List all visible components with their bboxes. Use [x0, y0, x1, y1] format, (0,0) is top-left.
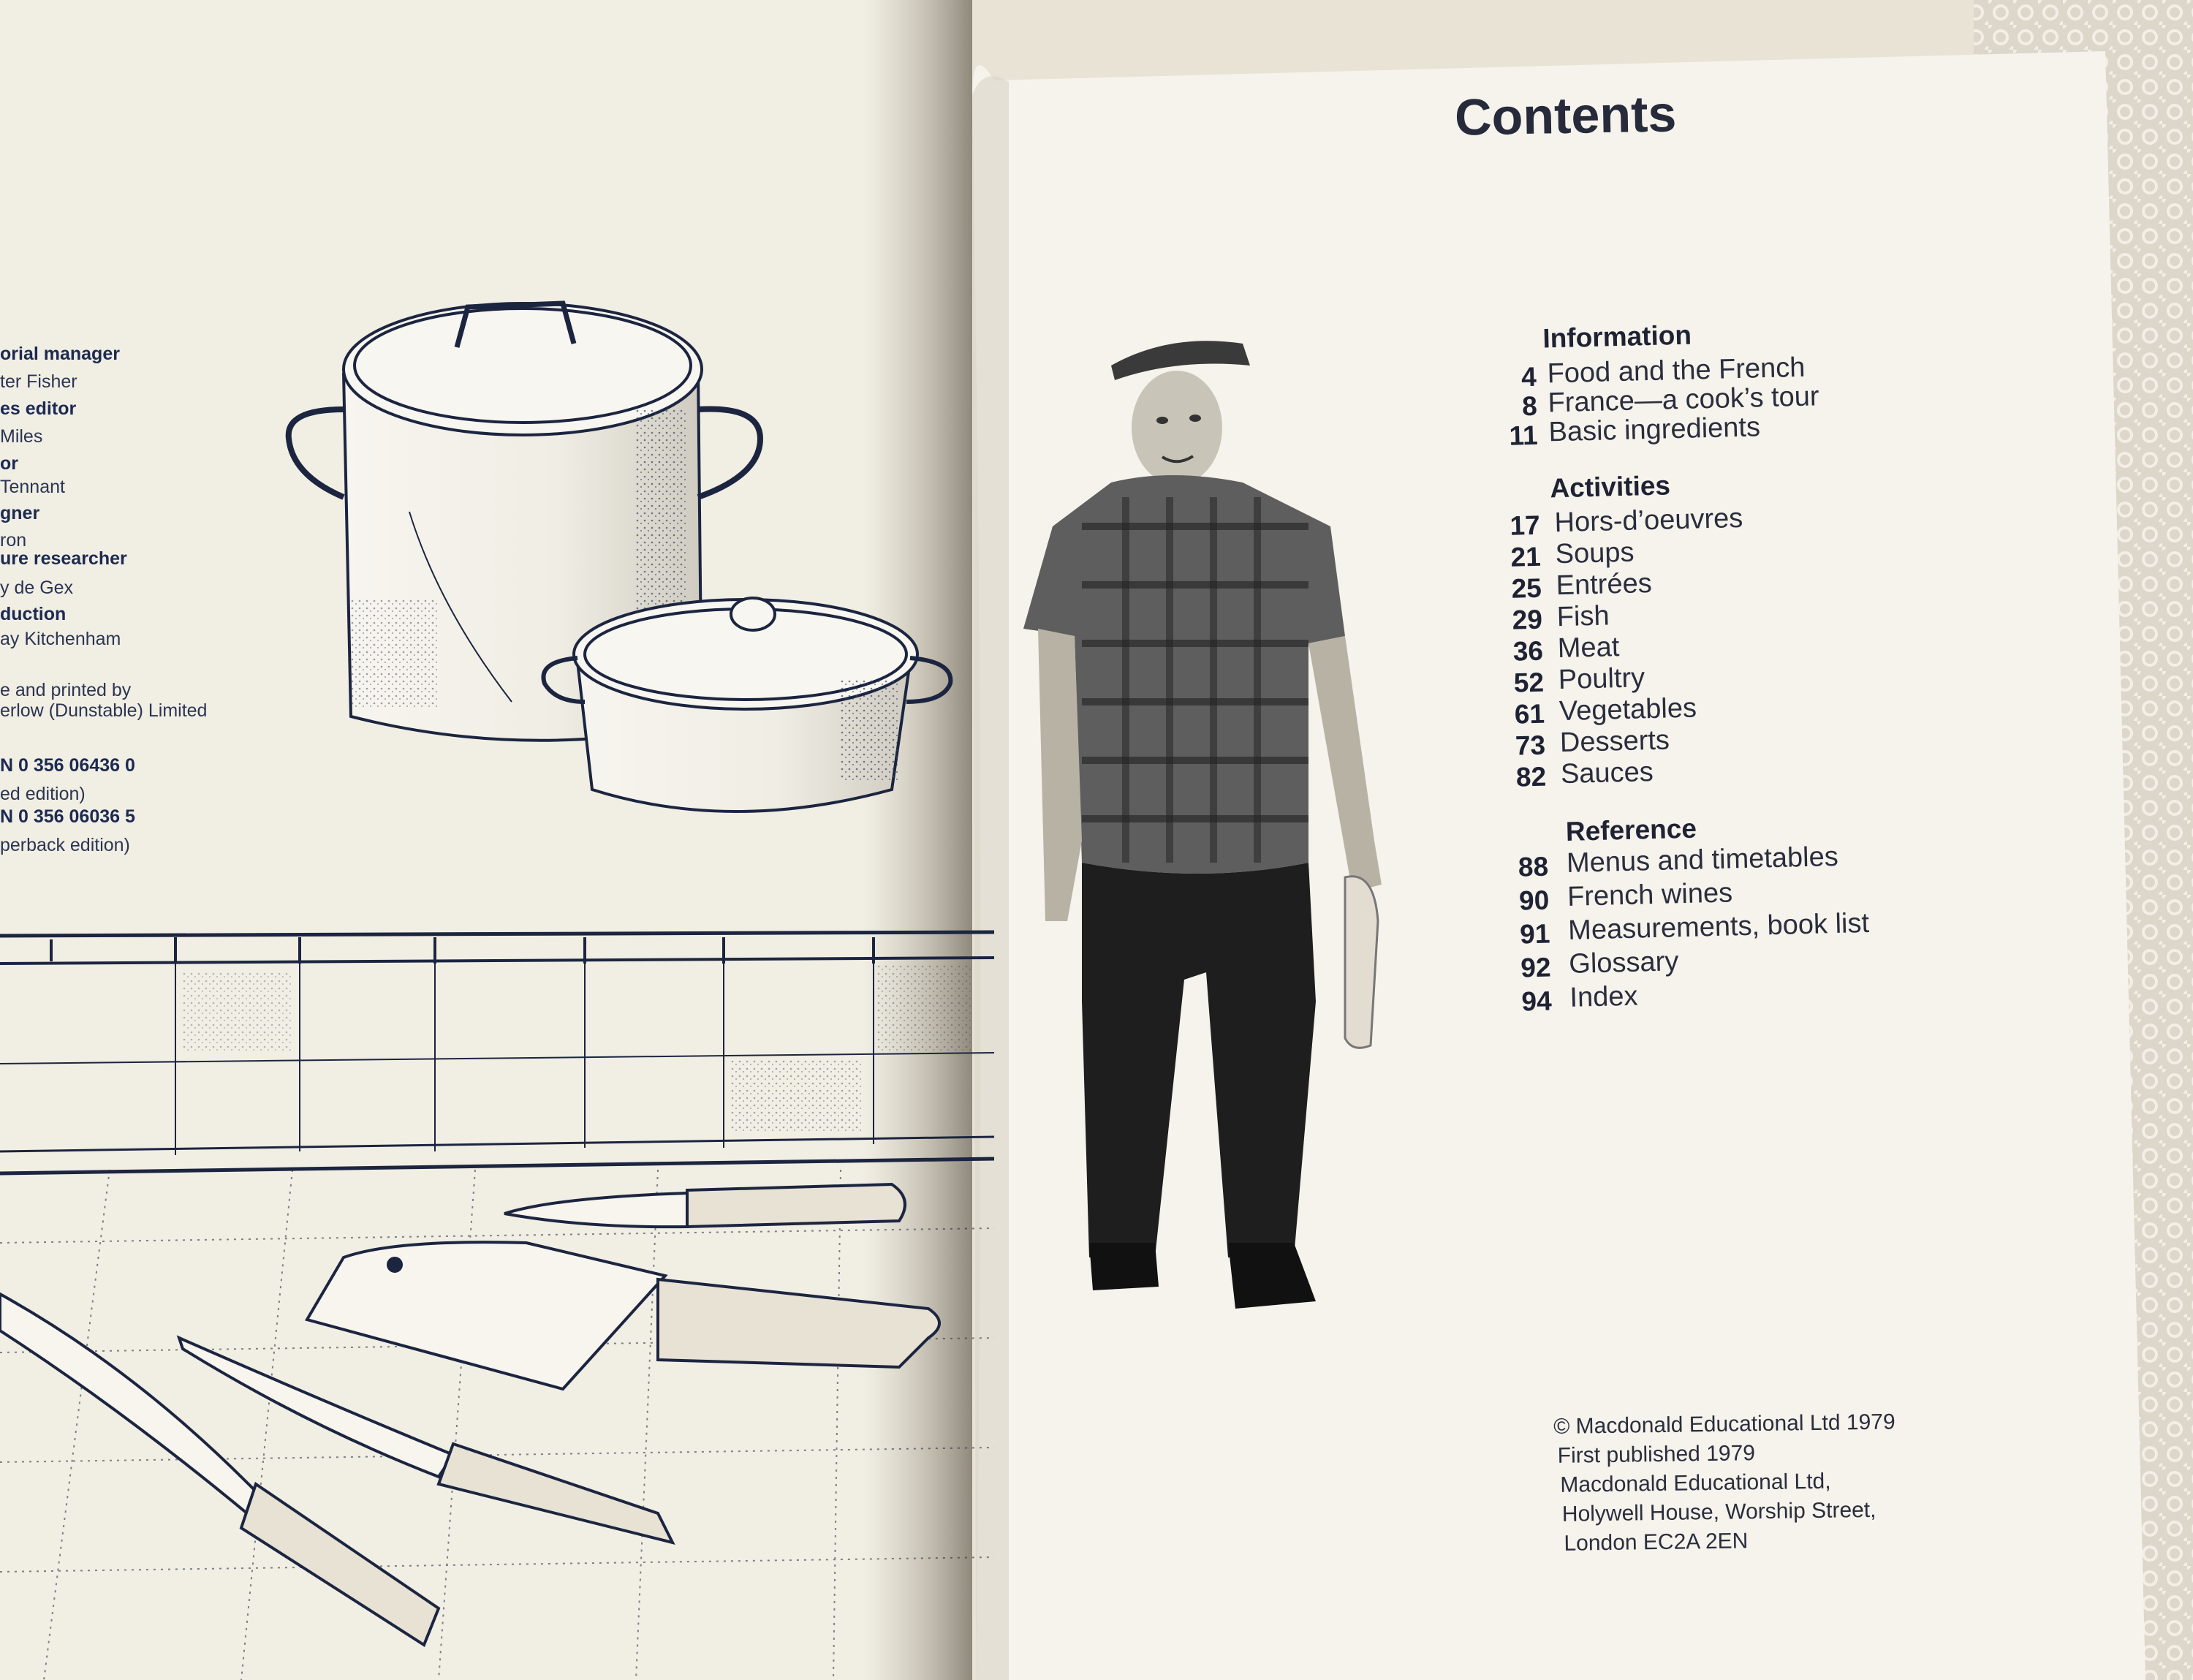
contents-entry: Measurements, book list: [1567, 907, 1870, 946]
contents-entry: Menus and timetables: [1566, 841, 1839, 879]
credit-heading: es editor: [0, 398, 77, 419]
contents-entry: Vegetables: [1558, 692, 1697, 727]
copyright-line: Macdonald Educational Ltd,: [1560, 1469, 1831, 1497]
page-number: 11: [1509, 420, 1539, 451]
page-number: 17: [1510, 510, 1541, 541]
contents-entry: Food and the French: [1547, 352, 1806, 390]
page-title: Contents: [1454, 85, 1677, 146]
section-heading-reference: Reference: [1565, 813, 1697, 847]
credit-name: ron: [0, 530, 27, 550]
credit-name: ay Kitchenham: [0, 629, 121, 649]
contents-entry: Glossary: [1568, 946, 1679, 980]
page-number: 88: [1518, 851, 1549, 882]
page-number: 25: [1511, 572, 1542, 604]
credit-name: ter Fisher: [0, 371, 77, 392]
page-number: 4: [1520, 361, 1537, 393]
contents-entry: Sauces: [1560, 757, 1654, 790]
page-number: 21: [1510, 541, 1542, 572]
isbn-edition: ed edition): [0, 784, 86, 804]
page-number: 36: [1512, 635, 1544, 667]
copyright-line: London EC2A 2EN: [1564, 1529, 1749, 1556]
contents-entry: Meat: [1557, 632, 1620, 665]
contents-entry: Basic ingredients: [1548, 412, 1761, 448]
page-number: 90: [1518, 885, 1550, 916]
page-number: 82: [1515, 761, 1547, 792]
section-heading-activities: Activities: [1549, 470, 1671, 504]
copyright-line: First published 1979: [1557, 1441, 1756, 1468]
page-number: 92: [1520, 952, 1551, 983]
page-number: 91: [1519, 918, 1550, 950]
page-number: 52: [1513, 667, 1545, 698]
contents-entry: Fish: [1556, 600, 1610, 633]
isbn-number: N 0 356 06036 5: [0, 806, 135, 827]
contents-entry: Soups: [1555, 537, 1635, 570]
credit-heading: ure researcher: [0, 548, 127, 569]
contents-entry: Desserts: [1559, 724, 1670, 759]
contents-entry: Entrées: [1556, 568, 1653, 602]
credit-heading: or: [0, 453, 18, 474]
contents-entry: Poultry: [1558, 662, 1645, 696]
section-heading-information: Information: [1542, 319, 1692, 354]
page-number: 29: [1512, 604, 1543, 635]
casserole-illustration: [543, 598, 950, 811]
isbn-edition: perback edition): [0, 835, 130, 855]
isbn-number: N 0 356 06436 0: [0, 755, 135, 776]
printer-line: erlow (Dunstable) Limited: [0, 700, 208, 721]
printer-line: e and printed by: [0, 680, 132, 700]
contents-entry: Index: [1569, 980, 1638, 1013]
page-number: 73: [1515, 730, 1546, 761]
contents-entry: France—a cook’s tour: [1548, 381, 1820, 419]
page-number: 8: [1521, 390, 1538, 422]
credit-heading: duction: [0, 604, 67, 624]
page-number: 94: [1520, 985, 1553, 1017]
credit-heading: gner: [0, 503, 40, 523]
copyright-line: © Macdonald Educational Ltd 1979: [1553, 1410, 1895, 1439]
credit-heading: orial manager: [0, 344, 120, 364]
copyright-line: Holywell House, Worship Street,: [1561, 1497, 1876, 1526]
page-number: 61: [1514, 698, 1545, 730]
contents-entry: Hors-d’oeuvres: [1554, 502, 1743, 539]
credit-name: Miles: [0, 426, 43, 447]
contents-entry: French wines: [1567, 877, 1733, 912]
credit-name: y de Gex: [0, 578, 74, 598]
credit-name: Tennant: [0, 477, 65, 497]
